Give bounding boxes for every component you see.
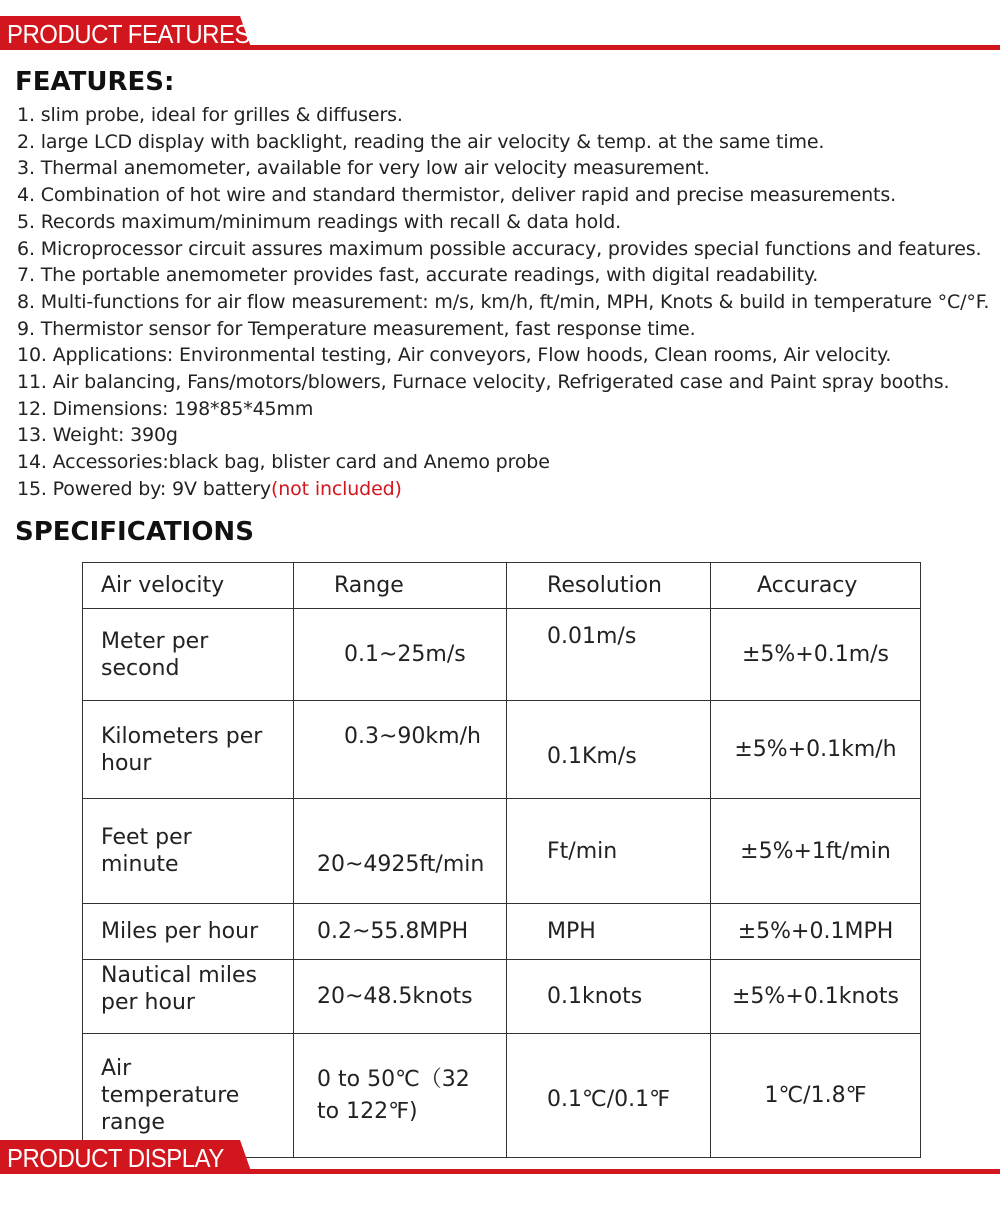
feature-text: 15. Powered by: 9V battery (17, 477, 272, 500)
feature-item: 8. Multi-functions for air flow measurement: m/s, km/h, ft/min, MPH, Knots & build in temperature °C/°F. (17, 290, 990, 313)
cell-accuracy: ±5%+0.1km/h (710, 701, 920, 799)
header-accuracy: Accuracy (710, 563, 920, 609)
feature-item: 12. Dimensions: 198*85*45mm (17, 397, 314, 420)
feature-item: 2. large LCD display with backlight, reading the air velocity & temp. at the same time. (17, 130, 825, 153)
table-row (83, 960, 921, 1034)
feature-item: 6. Microprocessor circuit assures maximum possible accuracy, provides special functions and features. (17, 237, 982, 260)
cell-range: 0.2~55.8MPH (294, 904, 507, 960)
features-heading: FEATURES: (15, 67, 175, 97)
product-display-banner (0, 1140, 1000, 1174)
feature-item: 10. Applications: Environmental testing, Air conveyors, Flow hoods, Clean rooms, Air velocity. (17, 344, 892, 367)
cell-resolution: 0.01m/s (507, 609, 711, 701)
feature-item: 4. Combination of hot wire and standard thermistor, deliver rapid and precise measurements. (17, 184, 896, 207)
cell-accuracy: ±5%+1ft/min (710, 799, 920, 904)
header-air-velocity: Air velocity (83, 563, 294, 609)
cell-accuracy: 1℃/1.8℉ (710, 1034, 920, 1158)
feature-item: 9. Thermistor sensor for Temperature measurement, fast response time. (17, 317, 696, 340)
cell-unit: Feet per minute (83, 799, 294, 904)
specifications-table (82, 562, 921, 1158)
feature-item: 5. Records maximum/minimum readings with recall & data hold. (17, 210, 622, 233)
cell-resolution: 0.1℃/0.1℉ (507, 1034, 711, 1158)
feature-item: 11. Air balancing, Fans/motors/blowers, Furnace velocity, Refrigerated case and Paint spray booths. (17, 371, 950, 394)
cell-range: 0.3~90km/h (294, 701, 507, 799)
cell-range: 0.1~25m/s (294, 609, 507, 701)
feature-item: 14. Accessories:black bag, blister card and Anemo probe (17, 451, 550, 474)
table-header-row (83, 563, 921, 609)
header-resolution: Resolution (507, 563, 711, 609)
cell-range: 20~4925ft/min (294, 799, 507, 904)
cell-accuracy: ±5%+0.1m/s (710, 609, 920, 701)
table-row (83, 799, 921, 904)
cell-unit: Meter per second (83, 609, 294, 701)
cell-resolution: MPH (507, 904, 711, 960)
banner-title: PRODUCT FEATURES (7, 19, 250, 49)
specifications-heading: SPECIFICATIONS (15, 517, 254, 547)
cell-unit: Miles per hour (83, 904, 294, 960)
cell-accuracy: ±5%+0.1MPH (710, 904, 920, 960)
banner-title: PRODUCT DISPLAY (7, 1143, 224, 1173)
product-features-banner (0, 16, 1000, 50)
cell-unit: Kilometers per hour (83, 701, 294, 799)
feature-item: 3. Thermal anemometer, available for very low air velocity measurement. (17, 157, 710, 180)
cell-unit: Air temperature range (83, 1034, 294, 1158)
cell-resolution: 0.1Km/s (507, 701, 711, 799)
cell-resolution: Ft/min (507, 799, 711, 904)
table-row (83, 1034, 921, 1158)
not-included-note: (not included) (271, 477, 402, 500)
cell-unit: Nautical miles per hour (83, 960, 294, 1034)
table-row (83, 701, 921, 799)
table-row (83, 904, 921, 960)
feature-item: 1. slim probe, ideal for grilles & diffusers. (17, 104, 403, 126)
header-range: Range (294, 563, 507, 609)
table-row (83, 609, 921, 701)
feature-item: 13. Weight: 390g (17, 424, 178, 447)
cell-accuracy: ±5%+0.1knots (710, 960, 920, 1034)
feature-list (17, 102, 989, 503)
cell-range: 0 to 50℃（32 to 122℉) (294, 1034, 507, 1158)
feature-item (17, 476, 989, 503)
cell-resolution: 0.1knots (507, 960, 711, 1034)
cell-range: 20~48.5knots (294, 960, 507, 1034)
feature-item: 7. The portable anemometer provides fast, accurate readings, with digital readability. (17, 264, 819, 287)
